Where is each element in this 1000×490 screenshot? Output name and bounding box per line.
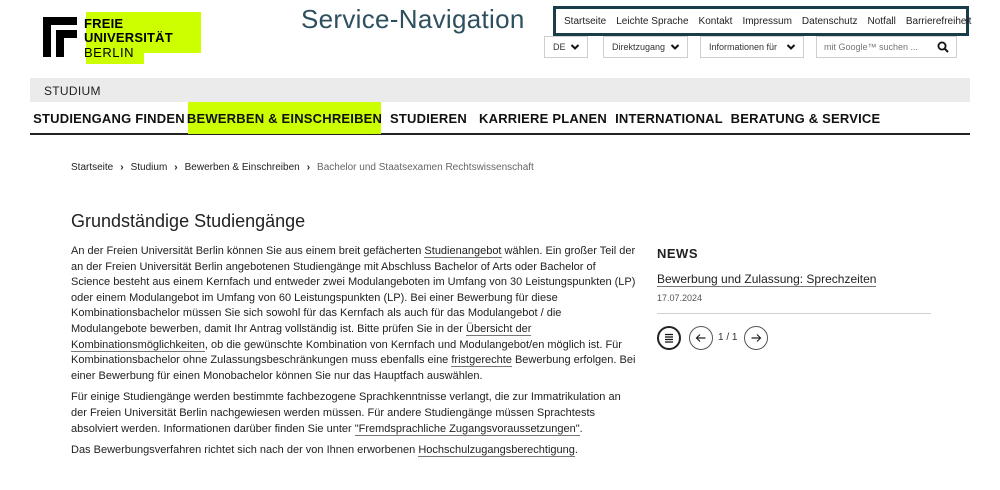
- service-navigation: [553, 6, 972, 36]
- breadcrumb-item-bewerben[interactable]: Bewerben & Einschreiben: [184, 162, 300, 173]
- breadcrumb-current: Bachelor und Staatsexamen Rechtswissenschaft: [317, 162, 534, 173]
- news-item-date: 17.07.2024: [657, 293, 703, 303]
- nav-item-beratung-service[interactable]: BERATUNG & SERVICE: [730, 110, 881, 126]
- link-sprachvoraussetzungen[interactable]: "Fremdsprachliche Zugangsvoraussetzungen": [354, 422, 580, 435]
- main-navigation: [30, 102, 970, 135]
- text: Das Bewerbungsverfahren richtet sich nach der von Ihnen erworbenen: [71, 444, 419, 457]
- search-input[interactable]: [817, 37, 927, 57]
- logo-text-freie: FREIE: [84, 16, 124, 31]
- paragraph-3: [71, 443, 637, 459]
- text: Für einige Studiengänge werden bestimmte fachbezogene Sprachkenntnisse verlangt, die zur Immatrikulation an der Freien Universität Berlin nachgewiesen werden müssen. Für andere Studiengänge müssen Sprachtests absolviert werden. Informationen darüber finden Sie unter: [71, 391, 621, 435]
- chevron-right-icon: ›: [174, 162, 178, 173]
- breadcrumb-item-startseite[interactable]: Startseite: [71, 162, 114, 173]
- section-label[interactable]: STUDIUM: [44, 84, 101, 98]
- nav-item-studieren[interactable]: STUDIEREN: [390, 110, 467, 126]
- service-link-datenschutz[interactable]: Datenschutz: [801, 15, 858, 27]
- news-item-title[interactable]: Bewerbung und Zulassung: Sprechzeiten: [657, 272, 877, 286]
- paragraph-1: [71, 244, 637, 384]
- section-bar: [30, 78, 970, 102]
- text: , ob die gewünschte Kombination von Kernfach und Modulangebot/en möglich ist. Für Kombinationsbachelor ohne Zulassungsbeschränkungen muss ebenfalls eine: [71, 338, 622, 367]
- text: An der Freien Universität Berlin können Sie aus einem breit gefächerten: [71, 245, 425, 257]
- service-link-startseite[interactable]: Startseite: [564, 15, 607, 27]
- link-hochschulzugangsberechtigung[interactable]: Hochschulzugangsberechtigung: [418, 444, 575, 457]
- service-navigation-annotation: Service-Navigation: [301, 4, 525, 34]
- service-link-leichte-sprache[interactable]: Leichte Sprache: [616, 15, 689, 27]
- text: .: [579, 422, 583, 435]
- news-list-button[interactable]: [657, 326, 681, 350]
- arrow-left-icon: [695, 332, 707, 344]
- list-icon: [663, 332, 675, 344]
- news-next-button[interactable]: [744, 326, 768, 350]
- link-studienangebot[interactable]: Studienangebot: [424, 245, 502, 257]
- main-content: [71, 244, 637, 465]
- service-link-barrierefreiheit[interactable]: Barrierefreiheit: [905, 15, 972, 27]
- page-title: Grundständige Studiengänge: [71, 211, 306, 231]
- service-link-notfall[interactable]: Notfall: [867, 15, 896, 27]
- news-pager-count: 1 / 1: [718, 332, 738, 343]
- paragraph-2: [71, 390, 637, 437]
- arrow-right-icon: [750, 332, 762, 344]
- service-link-impressum[interactable]: Impressum: [742, 15, 792, 27]
- text: wählen. Ein großer Teil der an der Freien Universität Berlin angebotenen Studiengänge mit Abschluss Bachelor of Arts oder Bachelor of Science besteht aus einem Kernfach und entweder zwei Modulangeboten im Umfang von 30 Leistungspunkten (LP) oder einem Modulangebot im Umfang von 60 Leistungspunkten (LP). Bei einer Bewerbung für diese Kombinationsbachelor müssen Sie sich sowohl für das Kernfach als auch für das Modulangebot / die Modulangebote bewerben, damit Ihr Antrag vollständig ist. Bitte prüfen Sie in der: [71, 245, 636, 335]
- chevron-down-icon: [570, 42, 580, 52]
- information-for-select[interactable]: [700, 36, 804, 58]
- nav-item-karriere-planen[interactable]: KARRIERE PLANEN: [479, 110, 607, 126]
- direct-access-select[interactable]: [603, 36, 688, 58]
- service-link-kontakt[interactable]: Kontakt: [698, 15, 733, 27]
- information-for-label: Informationen für: [709, 42, 778, 52]
- search-icon[interactable]: [937, 41, 949, 53]
- chevron-right-icon: ›: [306, 162, 311, 173]
- link-kombinationsmoeglichkeiten[interactable]: Übersicht der Kombinationsmöglichkeiten: [71, 322, 532, 351]
- nav-item-studiengang-finden[interactable]: STUDIENGANG FINDEN: [33, 110, 185, 126]
- text: .: [574, 444, 578, 457]
- logo-text-berlin: BERLIN: [84, 45, 134, 60]
- breadcrumb-item-studium[interactable]: Studium: [130, 162, 168, 173]
- language-select[interactable]: [544, 36, 588, 58]
- chevron-down-icon: [670, 42, 680, 52]
- text: Bewerbung erfolgen. Bei einer Bewerbung für einen Monobachelor können Sie nur das Hauptfach auswählen.: [71, 354, 636, 382]
- link-fristgerechte[interactable]: fristgerechte: [451, 354, 512, 367]
- search-box: [816, 36, 957, 58]
- news-prev-button[interactable]: [689, 326, 713, 350]
- direct-access-label: Direktzugang: [612, 42, 666, 52]
- nav-item-international[interactable]: INTERNATIONAL: [615, 110, 723, 126]
- divider: [657, 313, 931, 314]
- language-select-value: DE: [553, 42, 566, 52]
- fu-logo-icon[interactable]: [43, 17, 77, 57]
- breadcrumb: [71, 162, 534, 173]
- logo-text-universitaet: UNIVERSITÄT: [84, 30, 173, 45]
- nav-item-bewerben-einschreiben[interactable]: BEWERBEN & EINSCHREIBEN: [188, 102, 381, 134]
- chevron-down-icon: [786, 42, 796, 52]
- news-heading: NEWS: [657, 246, 698, 261]
- chevron-right-icon: ›: [120, 162, 124, 173]
